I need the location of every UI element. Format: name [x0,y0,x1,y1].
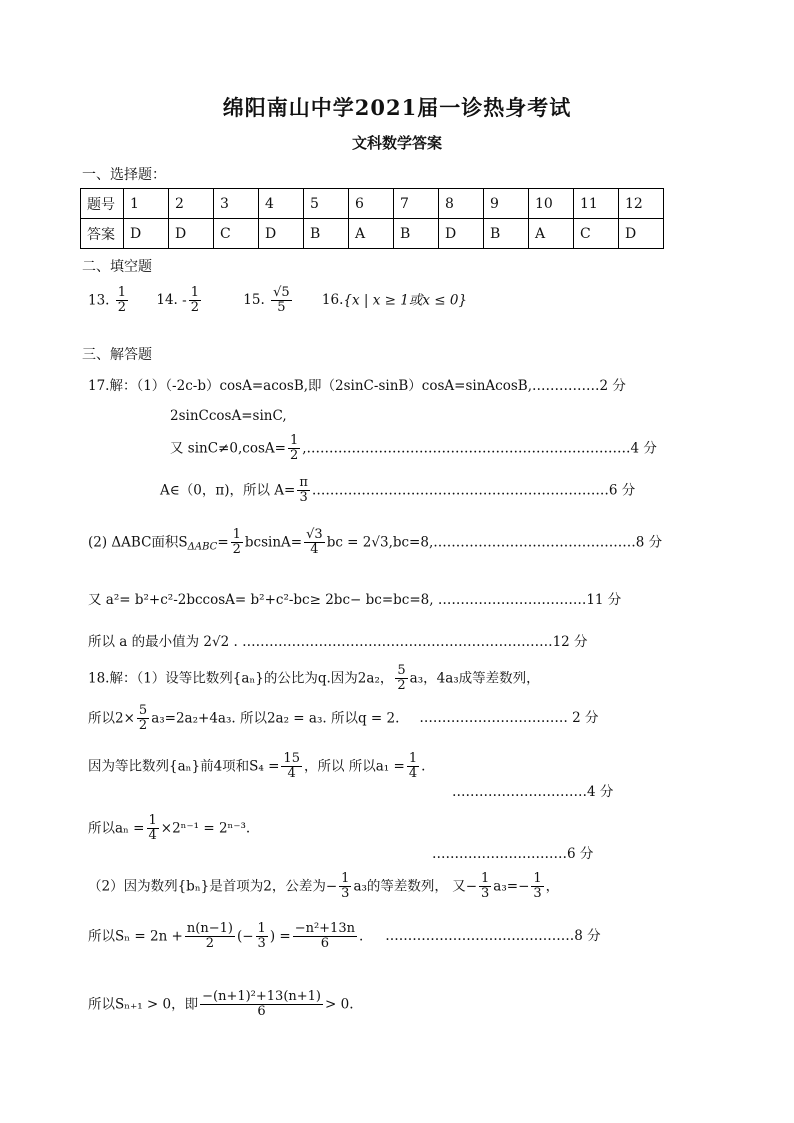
text: (− [236,928,254,945]
fraction [231,528,243,558]
table-cell: 12 [619,189,664,219]
page-subtitle: 文科数学答案 [351,134,442,152]
table-cell: B [484,219,529,249]
q15-label: 15. [243,292,265,309]
denominator: 6 [320,936,329,952]
fraction [137,704,149,734]
numerator: 1 [289,433,299,448]
q17-line-6: 又 a²= b²+c²-2bccosA= b²+c²-bc≥ 2bc− bc=bc=8, ……………………………11 分 [88,592,622,608]
q17-line-4 [160,476,635,506]
table-cell: 4 [259,189,304,219]
q13-fraction [116,286,128,316]
table-cell: 3 [214,189,259,219]
q18-line-7 [88,990,354,1020]
text: 所以Sₙ = 2n + [88,928,183,945]
q18-line-1 [88,664,540,694]
table-cell: 10 [529,189,574,219]
fraction [339,872,351,902]
q18-line-3 [88,752,425,782]
denominator: 4 [148,828,157,844]
text: > 0. [325,996,354,1013]
numerator: 1 [190,285,199,300]
table-cell: 9 [484,189,529,219]
denominator: 2 [205,936,215,952]
denominator: 3 [341,886,350,902]
equals: = [217,534,229,551]
fraction [304,528,325,558]
fraction [293,922,357,952]
q17-line-4-score: …………………………………………………………6 分 [311,482,636,499]
text: 所以2× [88,710,135,727]
numerator: 1 [533,871,542,886]
numerator: 5 [397,663,406,678]
fraction [256,922,268,952]
section-choice-heading: 一、选择题： [82,167,166,183]
table-cell: D [169,219,214,249]
q16-answer: {x | x ≥ 1或x ≤ 0} [343,292,468,309]
q17-line-3-text: 又 sinC≠0,cosA= [170,440,286,457]
fraction [185,922,235,952]
text: . [358,928,364,945]
table-cell: C [214,219,259,249]
denominator: 2 [190,300,199,316]
table-cell: D [259,219,304,249]
text: 所以aₙ = [88,820,145,837]
q17-line-2: 2sinCcosA=sinC, [170,408,287,424]
text: a₃=− [493,878,530,895]
numerator: 1 [481,871,490,886]
text: a₃的等差数列， 又− [353,878,478,895]
numerator: 5 [138,703,148,718]
section-solution-heading: 三、解答题 [82,347,152,363]
numerator: 1 [341,871,350,886]
numerator: 15 [283,751,300,766]
table-cell: 1 [124,189,169,219]
score: …………………………… 2 分 [419,710,599,727]
text: （2）因为数列{bₙ}是首项为2，公差为− [88,878,338,895]
table-cell: 7 [394,189,439,219]
text: . [421,758,426,775]
text: 因为等比数列{aₙ}前4项和S₄ = [88,758,280,775]
table-cell: D [439,219,484,249]
denominator: 2 [289,448,299,464]
q17-line-5-score: bc = 2√3,bc=8,………………………………………8 分 [326,534,663,551]
q17-line-1: 17.解：（1）（-2c-b）cosA=acosB,即（2sinC-sinB）cosA=sinAcosB,……………2 分 [88,378,626,394]
denominator: 6 [257,1004,266,1020]
table-row [81,189,664,219]
numerator: 1 [257,921,266,936]
q18-line-2 [88,704,599,734]
fraction [297,476,310,506]
q17-line-5 [88,528,662,558]
numerator: √5 [273,285,290,300]
table-row-head: 题号 [81,189,124,219]
table-cell: A [349,219,394,249]
denominator: 4 [408,766,418,782]
numerator: −n²+13n [294,921,355,936]
numerator: 1 [117,285,127,300]
fraction [395,664,407,694]
numerator: √3 [306,527,323,542]
table-cell: 2 [169,189,214,219]
q14-label: 14. [156,292,178,309]
fraction [281,752,302,782]
text: ，所以 所以a₁ = [303,758,405,775]
table-cell: D [619,219,664,249]
table-cell: D [124,219,169,249]
numerator: 1 [148,813,157,828]
denominator: 5 [277,300,286,316]
answer-table [80,188,664,249]
subscript: ΔABC [187,541,218,553]
numerator: n(n−1) [186,921,233,936]
table-cell: A [529,219,574,249]
q16-label: 16. [321,292,344,309]
text: a₃=2a₂+4a₃. 所以2a₂ = a₃. 所以q = 2. [151,710,400,727]
table-cell: 6 [349,189,394,219]
q18-line-5 [88,872,559,902]
table-cell: 11 [574,189,619,219]
text: ×2ⁿ⁻¹ = 2ⁿ⁻³. [160,820,251,837]
table-cell: C [574,219,619,249]
numerator: 1 [408,751,418,766]
q18-line-4 [88,814,250,844]
denominator: 3 [257,936,266,952]
text: ) = [269,928,291,945]
q13-label: 13. [88,292,110,309]
numerator: 1 [232,527,241,542]
text: a₃，4a₃成等差数列， [409,670,540,687]
text: bcsinA= [244,534,303,551]
denominator: 3 [481,886,490,902]
q17-line-3-score: ,………………………………………………………………4 分 [302,440,657,457]
text: 18.解：（1）设等比数列{aₙ}的公比为q.因为2a₂， [88,670,394,687]
q17-line-7: 所以 a 的最小值为 2√2 . ……………………………………………………………12 分 [88,634,588,650]
text: 所以Sₙ₊₁ > 0，即 [88,996,199,1013]
table-row-head: 答案 [81,219,124,249]
fraction [531,872,543,902]
score: ……………………………………8 分 [385,928,601,945]
section-fill-heading: 二、填空题 [82,259,152,275]
denominator: 3 [533,886,542,902]
fraction [479,872,491,902]
q18-line-4-score: …………………………6 分 [432,846,594,862]
fill-answers [88,286,467,316]
fraction [288,434,300,464]
numerator: −(n+1)²+13(n+1) [202,989,322,1004]
q17-line-5-text: (2) ΔABC面积S [88,534,188,551]
q14-sign: - [182,292,187,309]
denominator: 4 [310,542,319,558]
table-cell: B [394,219,439,249]
table-cell: 8 [439,189,484,219]
q18-line-6 [88,922,601,952]
denominator: 4 [287,766,296,782]
fraction [200,990,323,1020]
denominator: 2 [138,718,148,734]
table-cell: 5 [304,189,349,219]
q17-line-4-text: A∈（0，π)，所以 A= [160,482,296,499]
text: ， [545,878,560,895]
table-row [81,219,664,249]
fraction [147,814,159,844]
q18-line-3-score: …………………………4 分 [452,784,614,800]
q14-fraction [189,286,201,316]
q17-line-3 [170,434,657,464]
table-cell: B [304,219,349,249]
denominator: 3 [299,490,308,506]
denominator: 2 [117,300,127,316]
q15-fraction [271,286,292,316]
denominator: 2 [397,678,406,694]
fraction [407,752,419,782]
page-title: 绵阳南山中学2021届一诊热身考试 [222,95,572,120]
numerator: π [299,475,308,490]
denominator: 2 [232,542,241,558]
